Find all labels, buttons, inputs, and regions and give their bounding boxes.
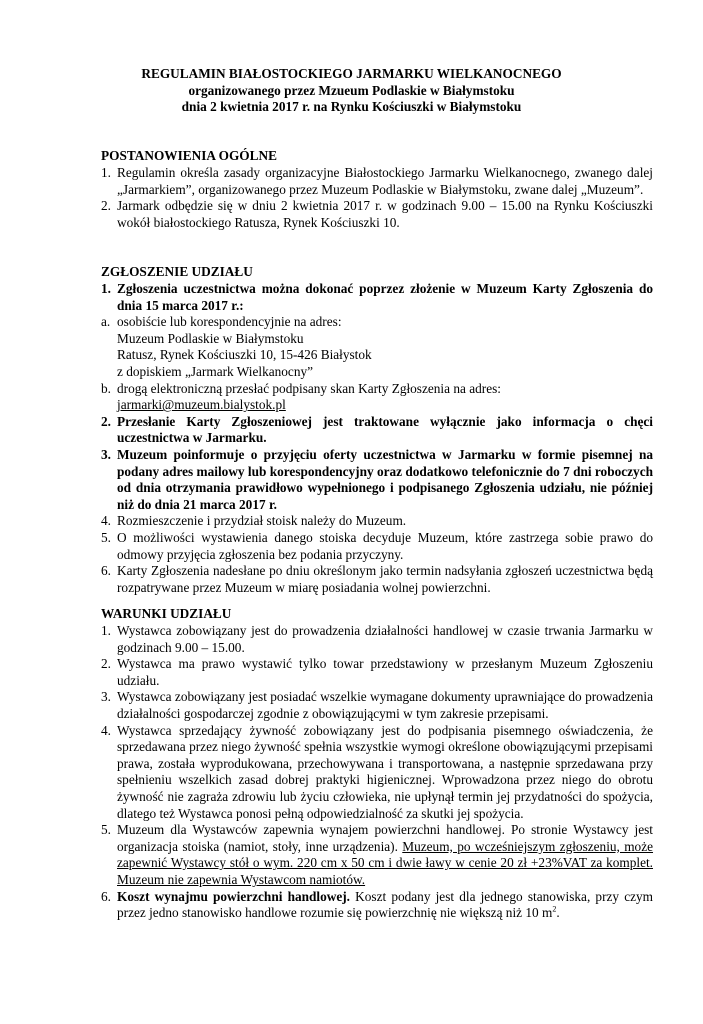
item-letter: b.	[101, 380, 111, 396]
item-number: 6.	[101, 888, 111, 904]
item-text: Karty Zgłoszenia nadesłane po dniu określonym jako termin nadsyłania zgłoszeń uczestnictwa będą rozpatrywane przez Muzeum w miarę posiadania wolnej powierzchni.	[117, 563, 653, 595]
list-item	[101, 447, 653, 513]
item-text-end: .	[556, 905, 560, 921]
item-text: Przesłanie Karty Zgłoszeniowej jest traktowane wyłącznie jako informacja o chęci uczestnictwa w Jarmarku.	[117, 413, 653, 446]
item-text: Wystawca zobowiązany jest posiadać wszelkie wymagane dokumenty uprawniające do prowadzenia działalności gospodarczej zgodnie z obowiązującymi w tym zakresie przepisami.	[117, 689, 653, 721]
list-item	[101, 563, 653, 596]
email-link[interactable]: jarmarki@muzeum.bialystok.pl	[117, 397, 286, 413]
item-number: 3.	[101, 689, 111, 705]
item-number: 1.	[101, 165, 111, 180]
list-item	[101, 822, 653, 888]
item-number: 2.	[101, 198, 111, 214]
section-registration-list	[101, 281, 653, 596]
item-text: osobiście lub korespondencyjnie na adres:	[117, 314, 342, 330]
item-text: Rozmieszczenie i przydział stoisk należy do Muzeum.	[117, 513, 407, 529]
item-letter: a.	[101, 314, 111, 330]
list-item	[101, 723, 653, 823]
list-item-sub-b	[101, 381, 653, 414]
header-subtitle: organizowanego przez Mzueum Podlaskie w Białymstoku	[188, 82, 515, 98]
superscript: 2	[552, 904, 557, 914]
item-number: 5.	[101, 822, 111, 838]
item-number: 6.	[101, 563, 111, 579]
item-number: 3.	[101, 446, 111, 462]
list-item-sub-a	[101, 314, 653, 380]
item-text: Muzeum dla Wystawców zapewnia wynajem powierzchni handlowej. Po stronie Wystawcy jest organizacja stoiska (namiot, stoły, inne urządzenia).	[117, 822, 653, 854]
list-item	[101, 281, 653, 314]
list-item	[101, 414, 653, 447]
item-text: Koszt podany jest dla jednego stanowiska, przy czym przez jedno stanowisko handlowe rozumie się powierzchnię nie większą niż 10 m	[117, 888, 653, 921]
item-text: Jarmark odbędzie się w dniu 2 kwietnia 2017 r. w godzinach 9.00 – 15.00 na Rynku Kościuszki wokół białostockiego Ratusza, Rynek Kościuszki 10.	[117, 198, 653, 230]
header-date-place: dnia 2 kwietnia 2017 r. na Rynku Kościuszki w Białymstoku	[181, 99, 522, 115]
item-text: Regulamin określa zasady organizacyjne Białostockiego Jarmarku Wielkanocnego, zwanego dalej „Jarmarkiem”, organizowanego przez Muzeum Podlaskie w Białymstoku, zwane dalej „Muzeum”.	[117, 165, 653, 197]
address-line: z dopiskiem „Jarmark Wielkanocny”	[117, 363, 314, 379]
item-number: 1.	[101, 281, 111, 296]
item-text: Wystawca ma prawo wystawić tylko towar przedstawiony w przesłanym Muzeum Zgłoszeniu udziału.	[117, 656, 653, 688]
item-number: 5.	[101, 529, 111, 545]
section-general-list	[101, 165, 653, 231]
item-text: Wystawca sprzedający żywność zobowiązany jest do podpisania pisemnego oświadczenia, że sprzedawana przez niego żywność spełnia wszystkie wymogi określone obowiązującymi przepisami prawa, została wyprodukowana, przechowywana i transportowana, a następnie sprzedawana przy spełnieniu wszelkich zasad dobrej praktyki higienicznej. Wprowadzona przez niego do obrotu żywność nie zagraża zdrowiu lub życiu człowieka, nie upłynął termin jej przydatności do spożycia, dlatego też Wystawca ponosi pełną odpowiedzialność za skutki jej spożycia.	[117, 722, 653, 821]
item-number: 4.	[101, 513, 111, 529]
list-item	[101, 623, 653, 656]
header-title: REGULAMIN BIAŁOSTOCKIEGO JARMARKU WIELKANOCNEGO	[141, 66, 562, 81]
item-number: 1.	[101, 623, 111, 638]
section-conditions-list	[101, 623, 653, 922]
item-text-underlined: Muzeum, po wcześniejszym zgłoszeniu, może zapewnić Wystawcy stół o wym. 220 cm x 50 cm i dwie ławy w cenie 20 zł +23%VAT za komplet. Muzeum nie zapewnia Wystawcom namiotów.	[117, 838, 654, 887]
list-item	[101, 530, 653, 563]
item-number: 4.	[101, 722, 111, 738]
item-text: drogą elektroniczną przesłać podpisany skan Karty Zgłoszenia na adres:	[117, 380, 501, 396]
section-title-registration: ZGŁOSZENIE UDZIAŁU	[101, 264, 253, 279]
section-title-conditions: WARUNKI UDZIAŁU	[101, 606, 232, 621]
list-item	[101, 656, 653, 689]
list-item	[101, 165, 653, 198]
item-text: Muzeum poinformuje o przyjęciu oferty uczestnictwa w Jarmarku w formie pisemnej na podany adres mailowy lub korespondencyjny oraz dodatkowo telefonicznie do 7 dni roboczych od dnia otrzymania prawidłowo wypełnionego i podpisanego Zgłoszenia udziału, nie później niż do dnia 21 marca 2017 r.	[117, 446, 653, 512]
list-item	[101, 889, 653, 922]
address-line: Muzeum Podlaskie w Białymstoku	[117, 330, 304, 346]
item-text-bold: Koszt wynajmu powierzchni handlowej.	[117, 888, 350, 904]
section-title-general: POSTANOWIENIA OGÓLNE	[101, 148, 277, 163]
list-item	[101, 198, 653, 231]
document-header	[0, 66, 703, 116]
list-item	[101, 689, 653, 722]
list-item	[101, 513, 653, 530]
item-text: Wystawca zobowiązany jest do prowadzenia działalności handlowej w czasie trwania Jarmarku w godzinach 9.00 – 15.00.	[117, 623, 653, 655]
item-text: O możliwości wystawienia danego stoiska decyduje Muzeum, które zastrzega sobie prawo do odmowy przyjęcia zgłoszenia bez podania przyczyny.	[117, 529, 653, 562]
item-number: 2.	[101, 656, 111, 672]
item-number: 2.	[101, 413, 111, 429]
item-text: Zgłoszenia uczestnictwa można dokonać poprzez złożenie w Muzeum Karty Zgłoszenia do dnia 15 marca 2017 r.:	[117, 281, 653, 313]
address-line: Ratusz, Rynek Kościuszki 10, 15-426 Białystok	[117, 347, 372, 363]
